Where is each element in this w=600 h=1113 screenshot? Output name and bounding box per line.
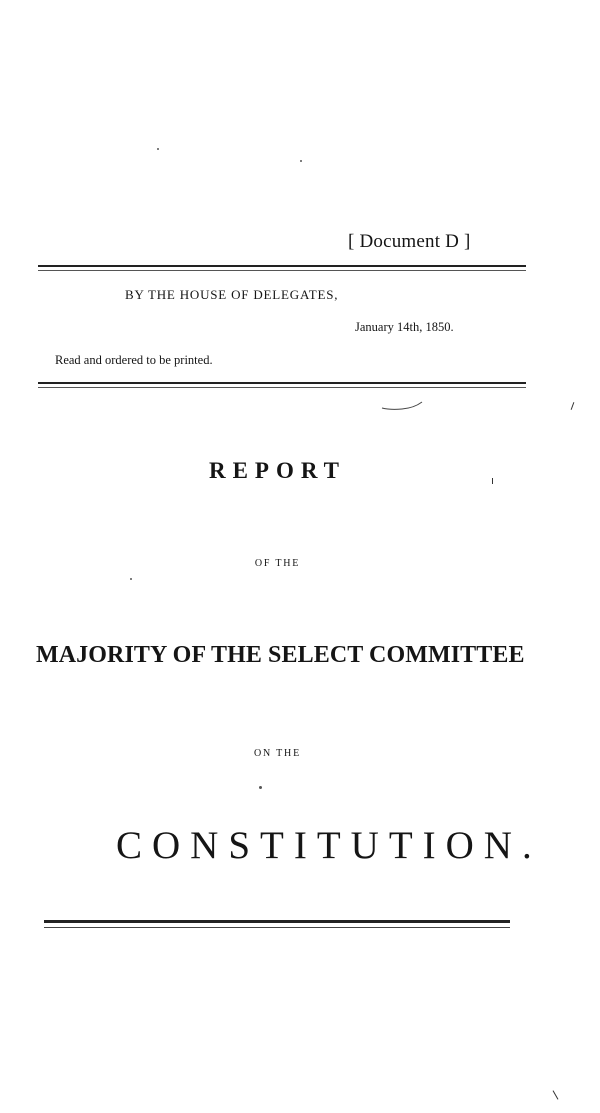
ordered-line: Read and ordered to be printed.	[55, 353, 213, 367]
of-the-line: OF THE	[254, 558, 301, 569]
paper-speck	[259, 786, 262, 789]
paper-mark	[553, 1090, 559, 1099]
paper-speck	[130, 578, 132, 580]
committee-heading: MAJORITY OF THE SELECT COMMITTEE	[36, 642, 525, 668]
paper-mark	[492, 478, 493, 484]
origin-line: BY THE HOUSE OF DELEGATES,	[125, 287, 339, 302]
paper-mark	[571, 402, 575, 410]
report-heading: REPORT	[208, 458, 347, 483]
middle-double-rule	[38, 382, 526, 388]
document-id: [ Document D ]	[348, 231, 471, 252]
paper-speck	[157, 148, 159, 150]
date-line: January 14th, 1850.	[355, 320, 454, 334]
bottom-double-rule	[44, 920, 510, 928]
on-the-line: ON THE	[253, 748, 301, 759]
subject-heading: CONSTITUTION.	[116, 824, 542, 867]
top-double-rule	[38, 265, 526, 271]
paper-speck	[300, 160, 302, 162]
pen-mark	[380, 398, 430, 414]
